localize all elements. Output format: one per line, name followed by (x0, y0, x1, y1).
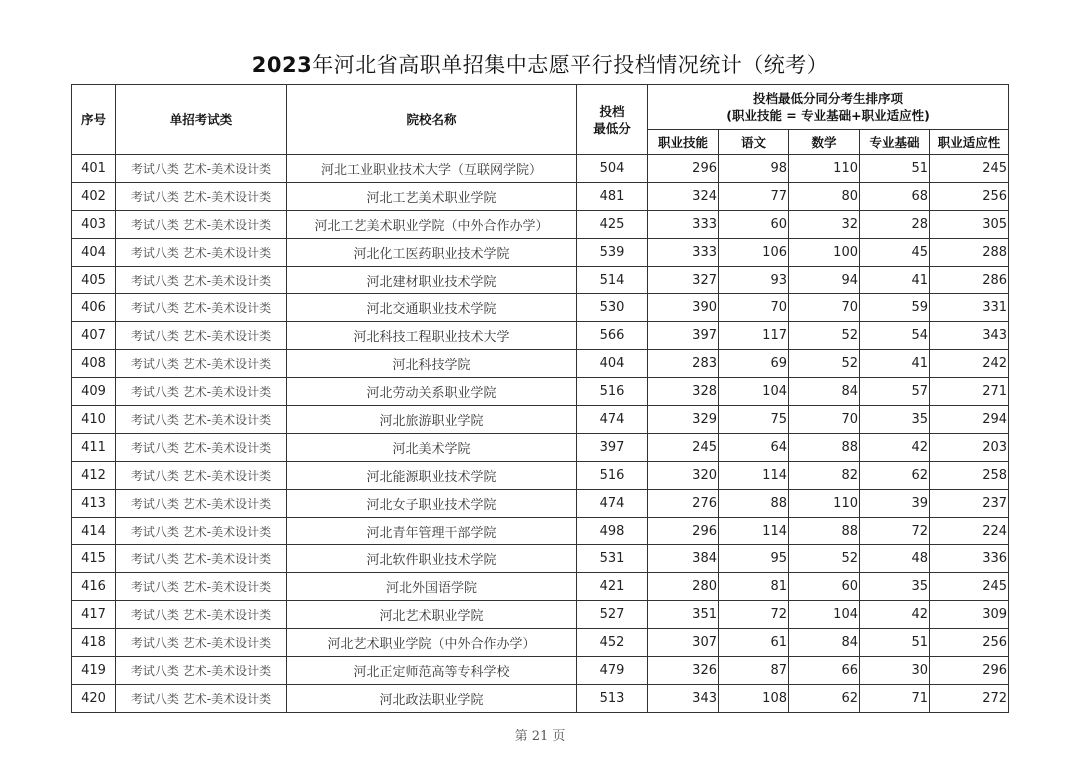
table-body (72, 155, 1009, 713)
table-row (72, 238, 1009, 266)
cell-skill: 245 (648, 433, 719, 461)
cell-chinese: 104 (719, 378, 789, 406)
cell-category: 考试八类 艺术-美术设计类 (116, 322, 287, 350)
cell-chinese: 81 (719, 573, 789, 601)
cell-skill: 280 (648, 573, 719, 601)
cell-aptitude: 331 (930, 294, 1009, 322)
cell-aptitude: 237 (930, 489, 1009, 517)
cell-aptitude: 271 (930, 378, 1009, 406)
table-row (72, 517, 1009, 545)
table-row (72, 182, 1009, 210)
cell-math: 110 (789, 489, 860, 517)
header-basic: 专业基础 (860, 130, 930, 155)
cell-min-score: 397 (577, 433, 648, 461)
cell-category: 考试八类 艺术-美术设计类 (116, 433, 287, 461)
header-chinese: 语文 (719, 130, 789, 155)
cell-seq: 407 (72, 322, 116, 350)
cell-math: 66 (789, 657, 860, 685)
cell-seq: 414 (72, 517, 116, 545)
cell-seq: 406 (72, 294, 116, 322)
cell-math: 32 (789, 210, 860, 238)
header-min-score (577, 85, 648, 155)
cell-seq: 402 (72, 182, 116, 210)
cell-chinese: 106 (719, 238, 789, 266)
cell-category: 考试八类 艺术-美术设计类 (116, 182, 287, 210)
cell-category: 考试八类 艺术-美术设计类 (116, 573, 287, 601)
cell-school: 河北正定师范高等专科学校 (287, 657, 577, 685)
table-row (72, 601, 1009, 629)
cell-school: 河北女子职业技术学院 (287, 489, 577, 517)
cell-math: 60 (789, 573, 860, 601)
cell-school: 河北青年管理干部学院 (287, 517, 577, 545)
cell-aptitude: 296 (930, 657, 1009, 685)
cell-basic: 62 (860, 461, 930, 489)
cell-skill: 327 (648, 266, 719, 294)
cell-aptitude: 245 (930, 155, 1009, 183)
cell-basic: 35 (860, 573, 930, 601)
cell-basic: 48 (860, 545, 930, 573)
cell-aptitude: 258 (930, 461, 1009, 489)
cell-seq: 415 (72, 545, 116, 573)
cell-category: 考试八类 艺术-美术设计类 (116, 210, 287, 238)
cell-category: 考试八类 艺术-美术设计类 (116, 489, 287, 517)
cell-skill: 384 (648, 545, 719, 573)
cell-chinese: 69 (719, 350, 789, 378)
cell-basic: 57 (860, 378, 930, 406)
cell-aptitude: 343 (930, 322, 1009, 350)
cell-min-score: 474 (577, 406, 648, 434)
cell-seq: 410 (72, 406, 116, 434)
cell-seq: 412 (72, 461, 116, 489)
cell-seq: 403 (72, 210, 116, 238)
header-tie-break-line1: 投档最低分同分考生排序项 (753, 91, 904, 106)
cell-skill: 333 (648, 238, 719, 266)
header-tie-break-group (648, 85, 1009, 130)
cell-math: 88 (789, 517, 860, 545)
table-row (72, 294, 1009, 322)
cell-aptitude: 256 (930, 629, 1009, 657)
cell-aptitude: 242 (930, 350, 1009, 378)
cell-chinese: 75 (719, 406, 789, 434)
header-aptitude: 职业适应性 (930, 130, 1009, 155)
cell-chinese: 64 (719, 433, 789, 461)
cell-chinese: 88 (719, 489, 789, 517)
cell-basic: 28 (860, 210, 930, 238)
cell-aptitude: 272 (930, 684, 1009, 712)
cell-aptitude: 286 (930, 266, 1009, 294)
cell-seq: 405 (72, 266, 116, 294)
cell-chinese: 93 (719, 266, 789, 294)
cell-skill: 326 (648, 657, 719, 685)
table-row (72, 378, 1009, 406)
table-row (72, 210, 1009, 238)
cell-min-score: 539 (577, 238, 648, 266)
table-row (72, 350, 1009, 378)
cell-min-score: 516 (577, 378, 648, 406)
cell-basic: 30 (860, 657, 930, 685)
header-seq: 序号 (72, 85, 116, 155)
cell-basic: 41 (860, 266, 930, 294)
cell-category: 考试八类 艺术-美术设计类 (116, 350, 287, 378)
cell-category: 考试八类 艺术-美术设计类 (116, 266, 287, 294)
cell-min-score: 530 (577, 294, 648, 322)
cell-skill: 307 (648, 629, 719, 657)
cell-school: 河北能源职业技术学院 (287, 461, 577, 489)
cell-school: 河北交通职业技术学院 (287, 294, 577, 322)
cell-math: 52 (789, 350, 860, 378)
cell-basic: 68 (860, 182, 930, 210)
cell-school: 河北建材职业技术学院 (287, 266, 577, 294)
cell-basic: 45 (860, 238, 930, 266)
cell-math: 70 (789, 294, 860, 322)
cell-category: 考试八类 艺术-美术设计类 (116, 238, 287, 266)
header-min-score-line1: 投档 (599, 103, 625, 119)
cell-category: 考试八类 艺术-美术设计类 (116, 545, 287, 573)
cell-school: 河北艺术职业学院 (287, 601, 577, 629)
table-row (72, 433, 1009, 461)
table-row (72, 629, 1009, 657)
cell-math: 110 (789, 155, 860, 183)
cell-basic: 54 (860, 322, 930, 350)
cell-aptitude: 309 (930, 601, 1009, 629)
cell-school: 河北政法职业学院 (287, 684, 577, 712)
cell-min-score: 531 (577, 545, 648, 573)
cell-school: 河北艺术职业学院（中外合作办学） (287, 629, 577, 657)
cell-category: 考试八类 艺术-美术设计类 (116, 684, 287, 712)
table-row (72, 461, 1009, 489)
cell-seq: 416 (72, 573, 116, 601)
cell-school: 河北工艺美术职业学院 (287, 182, 577, 210)
header-tie-break-line2: (职业技能 = 专业基础+职业适应性) (726, 108, 930, 123)
cell-seq: 408 (72, 350, 116, 378)
cell-chinese: 108 (719, 684, 789, 712)
cell-aptitude: 336 (930, 545, 1009, 573)
cell-aptitude: 224 (930, 517, 1009, 545)
header-skill: 职业技能 (648, 130, 719, 155)
page-number: 第 21 页 (514, 729, 566, 744)
cell-seq: 419 (72, 657, 116, 685)
cell-min-score: 514 (577, 266, 648, 294)
cell-math: 88 (789, 433, 860, 461)
cell-chinese: 98 (719, 155, 789, 183)
cell-math: 104 (789, 601, 860, 629)
cell-category: 考试八类 艺术-美术设计类 (116, 406, 287, 434)
table-row (72, 545, 1009, 573)
table-row (72, 489, 1009, 517)
header-row-1 (72, 85, 1009, 130)
cell-chinese: 87 (719, 657, 789, 685)
cell-basic: 51 (860, 155, 930, 183)
cell-basic: 71 (860, 684, 930, 712)
cell-aptitude: 305 (930, 210, 1009, 238)
cell-chinese: 60 (719, 210, 789, 238)
page-title (0, 50, 1080, 80)
cell-min-score: 504 (577, 155, 648, 183)
cell-skill: 320 (648, 461, 719, 489)
admission-stats-table (71, 84, 1009, 713)
cell-skill: 276 (648, 489, 719, 517)
cell-basic: 51 (860, 629, 930, 657)
cell-math: 84 (789, 629, 860, 657)
cell-math: 94 (789, 266, 860, 294)
cell-math: 84 (789, 378, 860, 406)
cell-chinese: 117 (719, 322, 789, 350)
page-title-text: 年河北省高职单招集中志愿平行投档情况统计（统考） (312, 53, 829, 77)
cell-basic: 42 (860, 601, 930, 629)
cell-min-score: 481 (577, 182, 648, 210)
cell-basic: 39 (860, 489, 930, 517)
cell-chinese: 61 (719, 629, 789, 657)
cell-min-score: 452 (577, 629, 648, 657)
cell-min-score: 474 (577, 489, 648, 517)
cell-math: 52 (789, 322, 860, 350)
cell-min-score: 516 (577, 461, 648, 489)
cell-min-score: 404 (577, 350, 648, 378)
header-min-score-line2: 最低分 (593, 120, 631, 136)
cell-min-score: 513 (577, 684, 648, 712)
cell-category: 考试八类 艺术-美术设计类 (116, 378, 287, 406)
cell-school: 河北外国语学院 (287, 573, 577, 601)
cell-seq: 417 (72, 601, 116, 629)
cell-school: 河北化工医药职业技术学院 (287, 238, 577, 266)
cell-school: 河北美术学院 (287, 433, 577, 461)
cell-seq: 401 (72, 155, 116, 183)
cell-basic: 35 (860, 406, 930, 434)
cell-math: 70 (789, 406, 860, 434)
cell-min-score: 421 (577, 573, 648, 601)
cell-category: 考试八类 艺术-美术设计类 (116, 461, 287, 489)
cell-chinese: 77 (719, 182, 789, 210)
cell-seq: 420 (72, 684, 116, 712)
page-title-year: 2023 (251, 53, 313, 77)
cell-seq: 409 (72, 378, 116, 406)
table-row (72, 322, 1009, 350)
cell-skill: 296 (648, 155, 719, 183)
cell-math: 82 (789, 461, 860, 489)
cell-basic: 42 (860, 433, 930, 461)
cell-aptitude: 245 (930, 573, 1009, 601)
cell-category: 考试八类 艺术-美术设计类 (116, 517, 287, 545)
table-row (72, 155, 1009, 183)
table-row (72, 266, 1009, 294)
cell-math: 100 (789, 238, 860, 266)
cell-school: 河北劳动关系职业学院 (287, 378, 577, 406)
cell-category: 考试八类 艺术-美术设计类 (116, 657, 287, 685)
cell-skill: 390 (648, 294, 719, 322)
cell-school: 河北科技工程职业技术大学 (287, 322, 577, 350)
table-row (72, 406, 1009, 434)
cell-min-score: 479 (577, 657, 648, 685)
cell-math: 52 (789, 545, 860, 573)
table-row (72, 573, 1009, 601)
cell-category: 考试八类 艺术-美术设计类 (116, 601, 287, 629)
cell-skill: 324 (648, 182, 719, 210)
header-category: 单招考试类 (116, 85, 287, 155)
table-row (72, 657, 1009, 685)
header-math: 数学 (789, 130, 860, 155)
cell-seq: 418 (72, 629, 116, 657)
cell-skill: 351 (648, 601, 719, 629)
cell-category: 考试八类 艺术-美术设计类 (116, 294, 287, 322)
cell-math: 62 (789, 684, 860, 712)
cell-chinese: 95 (719, 545, 789, 573)
cell-school: 河北旅游职业学院 (287, 406, 577, 434)
cell-chinese: 114 (719, 461, 789, 489)
cell-math: 80 (789, 182, 860, 210)
cell-skill: 333 (648, 210, 719, 238)
cell-chinese: 70 (719, 294, 789, 322)
cell-category: 考试八类 艺术-美术设计类 (116, 629, 287, 657)
cell-skill: 296 (648, 517, 719, 545)
cell-chinese: 72 (719, 601, 789, 629)
cell-skill: 343 (648, 684, 719, 712)
cell-school: 河北工业职业技术大学（互联网学院） (287, 155, 577, 183)
cell-basic: 72 (860, 517, 930, 545)
cell-min-score: 527 (577, 601, 648, 629)
cell-basic: 41 (860, 350, 930, 378)
cell-school: 河北软件职业技术学院 (287, 545, 577, 573)
cell-aptitude: 288 (930, 238, 1009, 266)
cell-skill: 397 (648, 322, 719, 350)
cell-skill: 283 (648, 350, 719, 378)
cell-min-score: 498 (577, 517, 648, 545)
table-row (72, 684, 1009, 712)
cell-seq: 413 (72, 489, 116, 517)
cell-aptitude: 294 (930, 406, 1009, 434)
cell-seq: 404 (72, 238, 116, 266)
cell-school: 河北工艺美术职业学院（中外合作办学） (287, 210, 577, 238)
cell-school: 河北科技学院 (287, 350, 577, 378)
cell-seq: 411 (72, 433, 116, 461)
cell-aptitude: 203 (930, 433, 1009, 461)
cell-skill: 328 (648, 378, 719, 406)
cell-skill: 329 (648, 406, 719, 434)
cell-basic: 59 (860, 294, 930, 322)
cell-chinese: 114 (719, 517, 789, 545)
cell-min-score: 425 (577, 210, 648, 238)
cell-category: 考试八类 艺术-美术设计类 (116, 155, 287, 183)
cell-min-score: 566 (577, 322, 648, 350)
cell-aptitude: 256 (930, 182, 1009, 210)
header-school: 院校名称 (287, 85, 577, 155)
